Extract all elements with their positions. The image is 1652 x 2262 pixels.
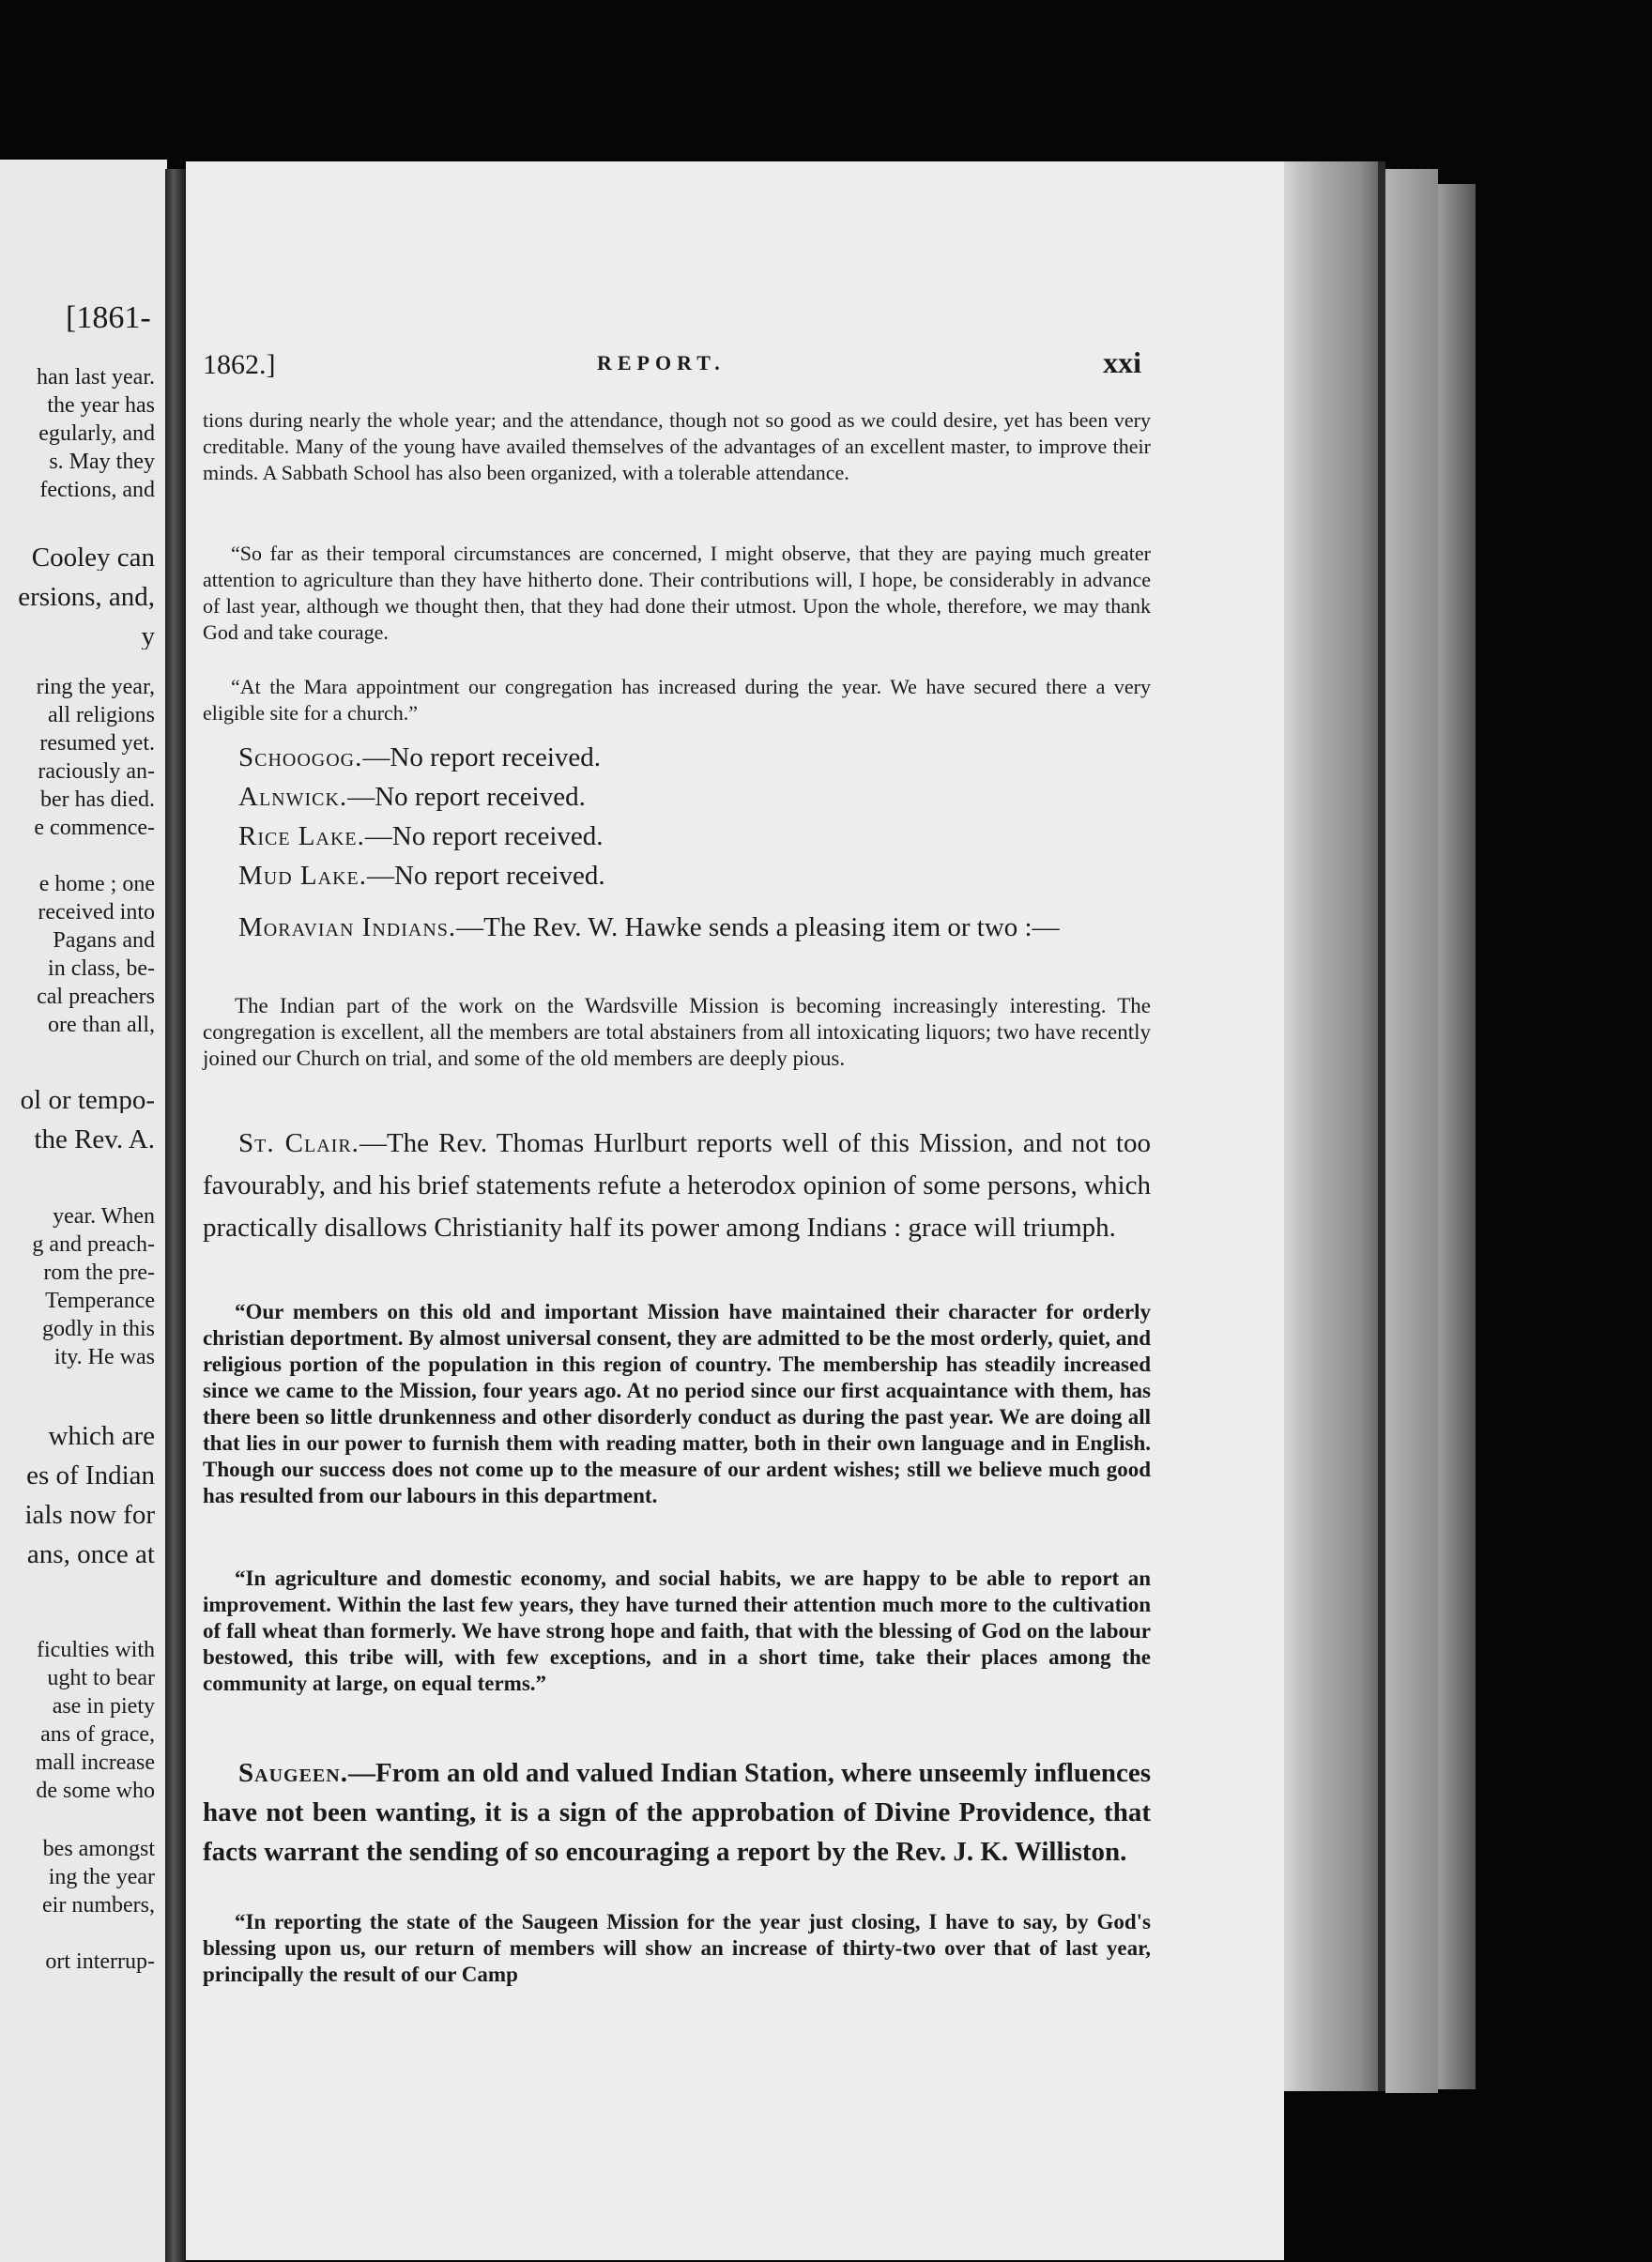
left-page-line: in class, be- [48,956,155,981]
left-page-line: ase in piety [52,1694,155,1719]
book-gutter [165,169,186,2262]
left-page-line: ol or tempo- [20,1087,155,1113]
left-page-line: fections, and [39,478,155,502]
moravian-name: Moravian Indians. [238,912,457,942]
left-page-line: ore than all, [48,1013,155,1037]
left-page-line: godly in this [41,1317,155,1341]
left-page-line: ficulties with [37,1638,155,1662]
st-clair-quote-1: “Our members on this old and important Mission have maintained their character for orderly christian deportment. By almost universal consent, they are admitted to be the most orderly, quiet, and religious portion of the population in this region of country. The membership has steadily increased since we came to the Mission, four years ago. At no period since our first acquaintance with them, has there been so little drunkenness and other disorderly conduct as during the past year. We are doing all that lies in our power to furnish them with reading matter, both in their own language and in English. Though our success does not come up to the measure of our ardent wishes; still we believe much good has resulted from our labours in this department. [203,1300,1151,1507]
book-cover-back [1438,184,1476,2089]
saugeen-name: Saugeen. [238,1758,348,1788]
left-page-line: ing the year [48,1865,155,1889]
st-clair-text: —The Rev. Thomas Hurlburt reports well of this Mission, and not too favourably, and his brief statements refute a heterodox opinion of some persons, which practically disallows Christianity half its power among Indians : grace will triumph. [203,1128,1151,1243]
left-page-line: ans, once at [26,1541,155,1567]
left-page-line: eir numbers, [42,1893,155,1918]
left-page-line: Cooley can [31,544,155,571]
left-page-line: the Rev. A. [34,1126,155,1153]
left-page-line: han last year. [37,365,155,390]
entry-text: —No report received. [347,782,586,812]
saugeen-paragraph [203,1753,1151,1872]
book-edge-shadow [1378,161,1385,2091]
entry-mud-lake [238,860,605,892]
left-page-line: ans of grace, [40,1722,155,1747]
page-year: 1862.] [203,349,276,380]
left-page-fragment [0,160,167,2262]
left-page-line: the year has [47,393,155,418]
left-page-line: Temperance [45,1289,155,1313]
saugeen-text: —From an old and valued Indian Station, where unseemly influences have not been wanting, it is a sign of the approbation of Divine Providence, that facts warrant the sending of so encouraging a report by the Rev. J. K. Williston. [203,1758,1151,1867]
left-page-line: raciously an- [38,759,155,784]
left-page-line: y [141,623,155,650]
left-page-line: ring the year, [36,675,155,699]
st-clair-name: St. Clair. [238,1128,359,1158]
left-page-line: egularly, and [38,421,155,446]
left-page-line: which are [48,1423,155,1449]
saugeen-quote: “In reporting the state of the Saugeen Mission for the year just closing, I have to say, by God's blessing upon us, our return of members will show an increase of thirty-two over that of last year, principally the result of our Camp [203,1910,1151,1986]
mara-quote-p1: tions during nearly the whole year; and the attendance, though not so good as we could desire, yet has been very creditable. Many of the young have availed themselves of the advantages of an excellent master, to improve their minds. A Sabbath School has also been organized, with a tolerable attendance. [203,408,1151,484]
entry-schoogog [238,741,601,773]
left-page-line: all religions [48,703,155,727]
left-page-line: ity. He was [54,1345,155,1369]
left-page-header: [1861- [66,300,151,335]
left-page-line: cal preachers [37,985,155,1009]
page-heading: REPORT. [597,351,726,374]
main-page [186,161,1284,2260]
left-page-line: ials now for [24,1502,155,1528]
moravian-paragraph [203,905,1151,950]
page-number: xxi [1103,345,1141,379]
left-page-line: ersions, and, [18,584,155,610]
left-page-line: ort interrup- [45,1949,155,1974]
left-page-line: e home ; one [38,872,155,896]
left-page-line: resumed yet. [39,731,155,756]
entry-name: Schoogog. [238,742,363,772]
moravian-quote: The Indian part of the work on the Wardsville Mission is becoming increasingly interesting. The congregation is excellent, all the members are total abstainers from all intoxicating liquors; two have recently joined our Church on trial, and some of the old members are deeply pious. [203,994,1151,1070]
running-head [203,345,1141,387]
entry-name: Alnwick. [238,782,348,812]
entry-text: —No report received. [367,861,605,891]
st-clair-quote-2: “In agriculture and domestic economy, and social habits, we are happy to be able to report an improvement. Within the last few years, they have turned their attention much more to the cultivation of fall wheat than formerly. We have strong hope and faith, that with the blessing of God on the labour bestowed, this tribe will, with few exceptions, and in a short time, take their places among the community at large, on equal terms.” [203,1567,1151,1695]
left-page-line: mall increase [35,1750,155,1775]
left-page-line: g and preach- [32,1232,155,1257]
left-page-line: rom the pre- [43,1261,155,1285]
left-page-line: ught to bear [47,1666,155,1690]
entry-text: —No report received. [364,821,604,851]
left-page-line: s. May they [49,450,155,474]
entry-alnwick [238,781,586,813]
left-page-line: received into [38,900,155,925]
entry-name: Rice Lake. [238,821,365,851]
left-page-line: ber has died. [40,787,155,812]
left-page-line: bes amongst [42,1837,155,1861]
book-page-edges [1284,161,1378,2091]
left-page-line: e commence- [34,816,155,840]
entry-rice-lake [238,820,604,852]
left-page-line: de some who [36,1779,155,1803]
entry-text: —No report received. [362,742,602,772]
left-page-line: year. When [53,1204,155,1229]
left-page-line: es of Indian [26,1462,155,1489]
entry-name: Mud Lake. [238,861,367,891]
mara-quote-p2: “So far as their temporal circumstances are concerned, I might observe, that they are paying much greater attention to agriculture than they have hitherto done. Their contributions will, I hope, be considerably in advance of last year, although we thought then, that they had done their utmost. Upon the whole, therefore, we may thank God and take courage. [203,542,1151,644]
moravian-text: —The Rev. W. Hawke sends a pleasing item or two :— [456,912,1060,942]
book-cover-edge [1385,169,1438,2093]
st-clair-paragraph [203,1123,1151,1249]
left-page-line: Pagans and [53,928,155,953]
mara-quote-p3: “At the Mara appointment our congregation has increased during the year. We have secured there a very eligible site for a church.” [203,675,1151,725]
